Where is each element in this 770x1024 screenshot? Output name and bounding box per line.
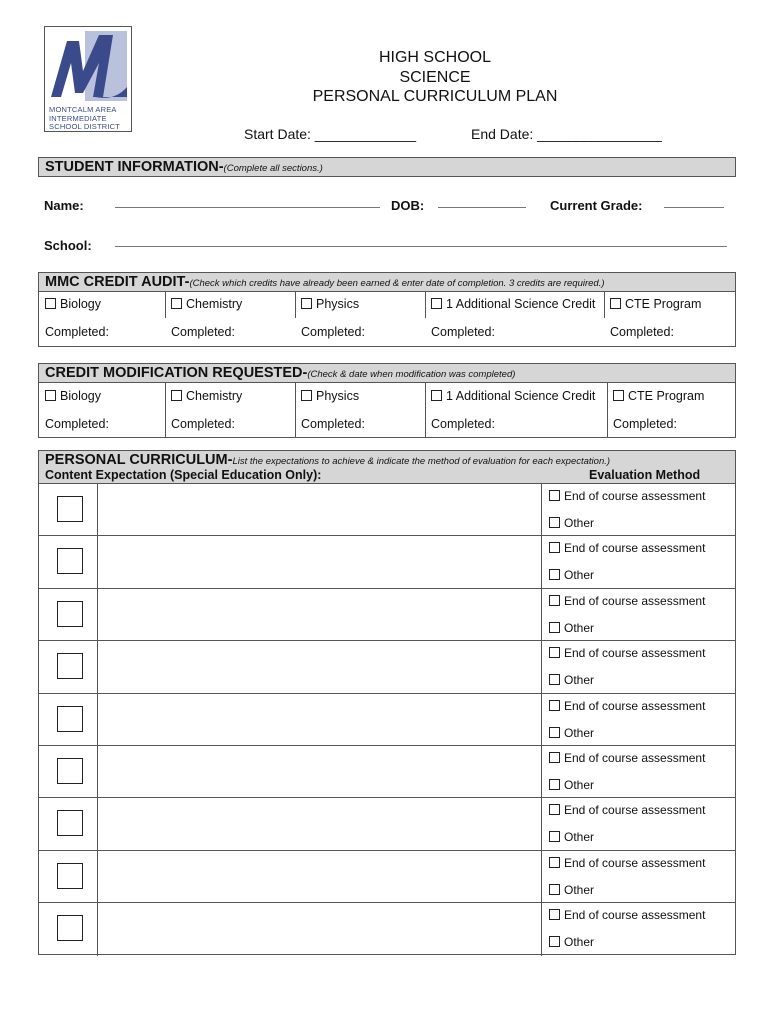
audit-cte-completed[interactable]: Completed: bbox=[610, 325, 674, 339]
content-expectation-field[interactable] bbox=[99, 800, 539, 848]
curriculum-row bbox=[39, 903, 735, 955]
credit-modification-table bbox=[38, 382, 736, 438]
content-expectation-field[interactable] bbox=[99, 748, 539, 796]
content-expectation-field[interactable] bbox=[99, 591, 539, 639]
curriculum-row bbox=[39, 589, 735, 641]
end-date-field[interactable]: End Date: ________________ bbox=[471, 126, 662, 142]
name-label: Name: bbox=[44, 198, 84, 213]
mod-physics-checkbox[interactable]: Physics bbox=[301, 389, 359, 403]
other-option[interactable]: Other bbox=[549, 621, 594, 635]
mod-cte-checkbox[interactable]: CTE Program bbox=[613, 389, 704, 403]
name-field[interactable] bbox=[115, 207, 380, 208]
end-of-course-option[interactable]: End of course assessment bbox=[549, 751, 705, 765]
expectation-checkbox[interactable] bbox=[57, 915, 83, 941]
other-option[interactable]: Other bbox=[549, 673, 594, 687]
district-logo-m-icon bbox=[45, 27, 131, 105]
expectation-checkbox[interactable] bbox=[57, 653, 83, 679]
other-option[interactable]: Other bbox=[549, 830, 594, 844]
other-option[interactable]: Other bbox=[549, 726, 594, 740]
mod-physics-completed[interactable]: Completed: bbox=[301, 417, 365, 431]
audit-biology-completed[interactable]: Completed: bbox=[45, 325, 109, 339]
dob-label: DOB: bbox=[391, 198, 425, 213]
expectation-checkbox[interactable] bbox=[57, 601, 83, 627]
curriculum-row bbox=[39, 798, 735, 850]
audit-additional-completed[interactable]: Completed: bbox=[431, 325, 495, 339]
start-date-field[interactable]: Start Date: _____________ bbox=[244, 126, 417, 142]
curriculum-header: PERSONAL CURRICULUM-List the expectations to achieve & indicate the method of evaluation for each expectation.) Content Expectation (Special Education Only): Evaluation Method bbox=[39, 451, 735, 484]
content-expectation-field[interactable] bbox=[99, 643, 539, 691]
expectation-checkbox[interactable] bbox=[57, 810, 83, 836]
credit-modification-header: CREDIT MODIFICATION REQUESTED-(Check & date when modification was completed) bbox=[38, 363, 736, 383]
expectation-checkbox[interactable] bbox=[57, 496, 83, 522]
end-of-course-option[interactable]: End of course assessment bbox=[549, 489, 705, 503]
end-of-course-option[interactable]: End of course assessment bbox=[549, 541, 705, 555]
other-option[interactable]: Other bbox=[549, 935, 594, 949]
mod-chemistry-completed[interactable]: Completed: bbox=[171, 417, 235, 431]
other-option[interactable]: Other bbox=[549, 516, 594, 530]
audit-chemistry-completed[interactable]: Completed: bbox=[171, 325, 235, 339]
current-grade-label: Current Grade: bbox=[550, 198, 643, 213]
content-expectation-field[interactable] bbox=[99, 905, 539, 953]
mod-cte-completed[interactable]: Completed: bbox=[613, 417, 677, 431]
curriculum-row bbox=[39, 484, 735, 536]
audit-additional-credit-checkbox[interactable]: 1 Additional Science Credit bbox=[431, 297, 595, 311]
logo-text: MONTCALM AREA INTERMEDIATE SCHOOL DISTRICT bbox=[49, 105, 121, 131]
other-option[interactable]: Other bbox=[549, 778, 594, 792]
school-field[interactable] bbox=[115, 246, 727, 247]
current-grade-field[interactable] bbox=[664, 207, 724, 208]
student-info-header: STUDENT INFORMATION-(Complete all sections.) bbox=[38, 157, 736, 177]
audit-biology-checkbox[interactable]: Biology bbox=[45, 297, 101, 311]
audit-physics-checkbox[interactable]: Physics bbox=[301, 297, 359, 311]
mod-additional-credit-checkbox[interactable]: 1 Additional Science Credit bbox=[431, 389, 595, 403]
curriculum-row bbox=[39, 536, 735, 588]
other-option[interactable]: Other bbox=[549, 883, 594, 897]
page-title: HIGH SCHOOL SCIENCE PERSONAL CURRICULUM PLAN bbox=[312, 49, 558, 105]
end-of-course-option[interactable]: End of course assessment bbox=[549, 856, 705, 870]
audit-chemistry-checkbox[interactable]: Chemistry bbox=[171, 297, 242, 311]
credit-audit-header: MMC CREDIT AUDIT-(Check which credits have already been earned & enter date of completion. 3 credits are required.) bbox=[38, 272, 736, 292]
content-expectation-field[interactable] bbox=[99, 696, 539, 744]
personal-curriculum-table bbox=[38, 450, 736, 955]
content-expectation-field[interactable] bbox=[99, 853, 539, 901]
curriculum-row bbox=[39, 746, 735, 798]
mod-biology-completed[interactable]: Completed: bbox=[45, 417, 109, 431]
mod-additional-completed[interactable]: Completed: bbox=[431, 417, 495, 431]
expectation-checkbox[interactable] bbox=[57, 758, 83, 784]
school-label: School: bbox=[44, 238, 92, 253]
audit-physics-completed[interactable]: Completed: bbox=[301, 325, 365, 339]
curriculum-row bbox=[39, 641, 735, 693]
content-expectation-label: Content Expectation (Special Education Only): bbox=[45, 468, 322, 482]
expectation-checkbox[interactable] bbox=[57, 863, 83, 889]
content-expectation-field[interactable] bbox=[99, 538, 539, 586]
evaluation-method-label: Evaluation Method bbox=[589, 468, 701, 482]
dob-field[interactable] bbox=[438, 207, 526, 208]
credit-audit-table bbox=[38, 291, 736, 347]
curriculum-row bbox=[39, 851, 735, 903]
audit-cte-checkbox[interactable]: CTE Program bbox=[610, 297, 701, 311]
expectation-checkbox[interactable] bbox=[57, 548, 83, 574]
end-of-course-option[interactable]: End of course assessment bbox=[549, 594, 705, 608]
end-of-course-option[interactable]: End of course assessment bbox=[549, 908, 705, 922]
curriculum-row bbox=[39, 694, 735, 746]
content-expectation-field[interactable] bbox=[99, 486, 539, 534]
mod-chemistry-checkbox[interactable]: Chemistry bbox=[171, 389, 242, 403]
end-of-course-option[interactable]: End of course assessment bbox=[549, 803, 705, 817]
end-of-course-option[interactable]: End of course assessment bbox=[549, 646, 705, 660]
mod-biology-checkbox[interactable]: Biology bbox=[45, 389, 101, 403]
district-logo bbox=[44, 26, 132, 132]
other-option[interactable]: Other bbox=[549, 568, 594, 582]
expectation-checkbox[interactable] bbox=[57, 706, 83, 732]
end-of-course-option[interactable]: End of course assessment bbox=[549, 699, 705, 713]
